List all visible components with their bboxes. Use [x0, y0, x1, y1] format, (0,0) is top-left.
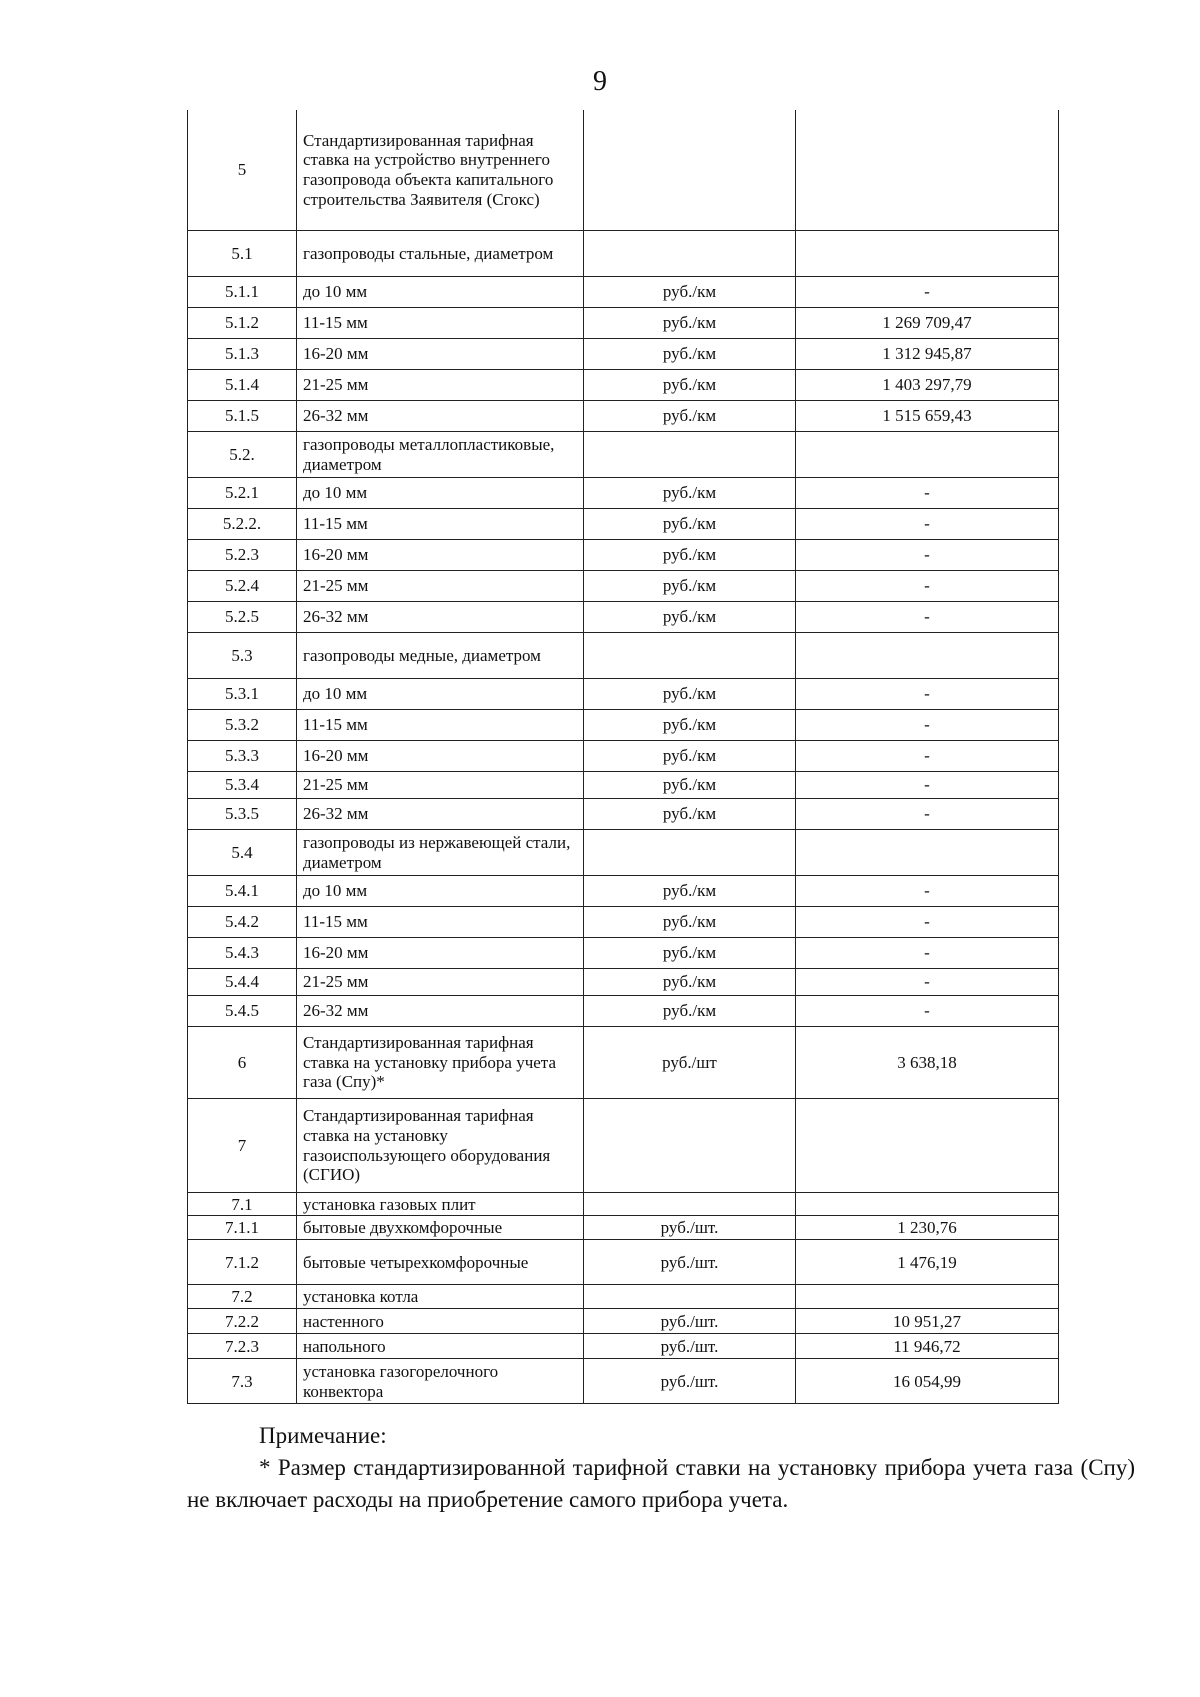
row-number: 7.3: [188, 1359, 297, 1404]
row-number: 5.2.3: [188, 539, 297, 570]
row-value: -: [796, 968, 1059, 995]
row-unit: руб./км: [584, 508, 796, 539]
row-unit: [584, 1192, 796, 1216]
row-number: 5.1.2: [188, 307, 297, 338]
row-number: 5.1: [188, 230, 297, 276]
row-number: 5.2.5: [188, 601, 297, 632]
row-value: 1 269 709,47: [796, 307, 1059, 338]
row-name: до 10 мм: [297, 477, 584, 508]
row-name: 11-15 мм: [297, 709, 584, 740]
row-name: 11-15 мм: [297, 906, 584, 937]
footnote-title: Примечание:: [259, 1423, 387, 1448]
row-value: [796, 632, 1059, 678]
row-value: -: [796, 709, 1059, 740]
row-name: бытовые четырехкомфорочные: [297, 1240, 584, 1285]
row-name: Стандартизированная тарифная ставка на установку прибора учета газа (Спу)*: [297, 1026, 584, 1098]
table-row: [188, 1216, 1059, 1240]
row-unit: [584, 1285, 796, 1309]
row-name: газопроводы стальные, диаметром: [297, 230, 584, 276]
table-row: [188, 1192, 1059, 1216]
row-unit: руб./км: [584, 771, 796, 798]
row-name: 26-32 мм: [297, 400, 584, 431]
row-unit: [584, 632, 796, 678]
row-value: [796, 1285, 1059, 1309]
table-row: [188, 1098, 1059, 1192]
table-row: [188, 678, 1059, 709]
row-unit: руб./км: [584, 369, 796, 400]
row-number: 7.1.1: [188, 1216, 297, 1240]
row-value: 3 638,18: [796, 1026, 1059, 1098]
row-name: 21-25 мм: [297, 968, 584, 995]
row-number: 5.4.4: [188, 968, 297, 995]
row-unit: руб./шт.: [584, 1240, 796, 1285]
row-unit: руб./км: [584, 937, 796, 968]
row-name: 11-15 мм: [297, 307, 584, 338]
row-number: 5.1.1: [188, 276, 297, 307]
table-row: [188, 798, 1059, 829]
row-name: установка котла: [297, 1285, 584, 1309]
row-name: 16-20 мм: [297, 740, 584, 771]
row-unit: руб./шт.: [584, 1359, 796, 1404]
tariff-table: [187, 110, 1059, 1404]
row-value: 1 312 945,87: [796, 338, 1059, 369]
row-unit: руб./км: [584, 570, 796, 601]
table-row: [188, 875, 1059, 906]
row-unit: руб./шт.: [584, 1216, 796, 1240]
table-row: [188, 1334, 1059, 1359]
row-value: -: [796, 477, 1059, 508]
row-unit: руб./км: [584, 798, 796, 829]
row-number: 5.2.2.: [188, 508, 297, 539]
row-name: 21-25 мм: [297, 771, 584, 798]
row-name: Стандартизированная тарифная ставка на установку газоиспользующего оборудования (СГИО): [297, 1098, 584, 1192]
row-number: 5.1.4: [188, 369, 297, 400]
row-value: -: [796, 906, 1059, 937]
row-value: -: [796, 937, 1059, 968]
row-name: 26-32 мм: [297, 601, 584, 632]
row-value: [796, 230, 1059, 276]
row-value: 11 946,72: [796, 1334, 1059, 1359]
row-number: 5.4.2: [188, 906, 297, 937]
row-name: настенного: [297, 1309, 584, 1334]
row-value: -: [796, 570, 1059, 601]
row-unit: руб./км: [584, 906, 796, 937]
row-name: газопроводы металлопластиковые, диаметром: [297, 431, 584, 477]
row-number: 5.4.1: [188, 875, 297, 906]
row-name: 21-25 мм: [297, 570, 584, 601]
row-number: 5: [188, 110, 297, 230]
row-name: установка газовых плит: [297, 1192, 584, 1216]
table-row: [188, 1240, 1059, 1285]
table-row: [188, 1309, 1059, 1334]
row-unit: руб./км: [584, 276, 796, 307]
row-number: 7.1: [188, 1192, 297, 1216]
row-name: 26-32 мм: [297, 798, 584, 829]
row-value: -: [796, 771, 1059, 798]
table-row: [188, 369, 1059, 400]
row-number: 6: [188, 1026, 297, 1098]
row-number: 7.1.2: [188, 1240, 297, 1285]
row-unit: [584, 431, 796, 477]
row-value: -: [796, 995, 1059, 1026]
row-name: Стандартизированная тарифная ставка на устройство внутреннего газопровода объекта капитального строительства Заявителя (Сгокс): [297, 110, 584, 230]
row-value: 16 054,99: [796, 1359, 1059, 1404]
table-row: [188, 601, 1059, 632]
row-number: 7.2.2: [188, 1309, 297, 1334]
row-value: 1 403 297,79: [796, 369, 1059, 400]
row-value: 10 951,27: [796, 1309, 1059, 1334]
row-value: [796, 110, 1059, 230]
row-value: -: [796, 601, 1059, 632]
row-value: -: [796, 539, 1059, 570]
row-value: -: [796, 276, 1059, 307]
row-value: [796, 1192, 1059, 1216]
footnote-text: * Размер стандартизированной тарифной ставки на установку прибора учета газа (Спу) не включает расходы на приобретение самого прибора учета.: [187, 1455, 1135, 1513]
table-row: [188, 1359, 1059, 1404]
table-row: [188, 968, 1059, 995]
table-row: [188, 539, 1059, 570]
row-unit: [584, 829, 796, 875]
row-value: -: [796, 798, 1059, 829]
table-row: [188, 740, 1059, 771]
row-number: 5.3.1: [188, 678, 297, 709]
row-number: 5.2.1: [188, 477, 297, 508]
row-number: 5.2.4: [188, 570, 297, 601]
row-value: [796, 1098, 1059, 1192]
tariff-table-body: [188, 110, 1059, 1404]
row-number: 5.3.5: [188, 798, 297, 829]
table-row: [188, 995, 1059, 1026]
table-row: [188, 477, 1059, 508]
row-unit: руб./км: [584, 875, 796, 906]
row-number: 5.4.5: [188, 995, 297, 1026]
row-unit: руб./шт.: [584, 1309, 796, 1334]
row-unit: руб./км: [584, 995, 796, 1026]
row-unit: руб./км: [584, 740, 796, 771]
table-row: [188, 276, 1059, 307]
row-number: 5.1.3: [188, 338, 297, 369]
table-row: [188, 230, 1059, 276]
table-row: [188, 906, 1059, 937]
table-row: [188, 1285, 1059, 1309]
row-value: -: [796, 740, 1059, 771]
row-name: 21-25 мм: [297, 369, 584, 400]
row-number: 5.4: [188, 829, 297, 875]
row-number: 5.3.3: [188, 740, 297, 771]
row-value: -: [796, 678, 1059, 709]
row-number: 5.3: [188, 632, 297, 678]
row-name: 16-20 мм: [297, 937, 584, 968]
row-name: бытовые двухкомфорочные: [297, 1216, 584, 1240]
table-row: [188, 338, 1059, 369]
row-number: 5.1.5: [188, 400, 297, 431]
row-unit: [584, 230, 796, 276]
row-number: 5.3.4: [188, 771, 297, 798]
row-number: 7.2: [188, 1285, 297, 1309]
page-number: 9: [593, 66, 607, 97]
table-row: [188, 829, 1059, 875]
row-name: 26-32 мм: [297, 995, 584, 1026]
row-unit: руб./км: [584, 400, 796, 431]
row-number: 7.2.3: [188, 1334, 297, 1359]
row-number: 5.2.: [188, 431, 297, 477]
table-row: [188, 709, 1059, 740]
row-unit: руб./км: [584, 968, 796, 995]
table-row: [188, 400, 1059, 431]
row-value: -: [796, 508, 1059, 539]
row-name: установка газогорелочного конвектора: [297, 1359, 584, 1404]
row-name: до 10 мм: [297, 276, 584, 307]
row-name: 16-20 мм: [297, 539, 584, 570]
row-unit: [584, 1098, 796, 1192]
table-row: [188, 632, 1059, 678]
row-value: 1 476,19: [796, 1240, 1059, 1285]
row-name: газопроводы из нержавеющей стали, диаметром: [297, 829, 584, 875]
table-row: [188, 570, 1059, 601]
row-value: -: [796, 875, 1059, 906]
row-value: [796, 829, 1059, 875]
row-unit: [584, 110, 796, 230]
row-unit: руб./км: [584, 678, 796, 709]
row-unit: руб./км: [584, 709, 796, 740]
row-number: 7: [188, 1098, 297, 1192]
row-unit: руб./км: [584, 477, 796, 508]
row-unit: руб./шт: [584, 1026, 796, 1098]
table-row: [188, 307, 1059, 338]
row-unit: руб./шт.: [584, 1334, 796, 1359]
row-value: 1 515 659,43: [796, 400, 1059, 431]
table-row: [188, 1026, 1059, 1098]
table-row: [188, 771, 1059, 798]
row-unit: руб./км: [584, 601, 796, 632]
row-name: напольного: [297, 1334, 584, 1359]
row-value: [796, 431, 1059, 477]
row-name: газопроводы медные, диаметром: [297, 632, 584, 678]
table-row: [188, 110, 1059, 230]
row-value: 1 230,76: [796, 1216, 1059, 1240]
row-number: 5.3.2: [188, 709, 297, 740]
row-name: до 10 мм: [297, 875, 584, 906]
row-unit: руб./км: [584, 338, 796, 369]
table-row: [188, 431, 1059, 477]
table-row: [188, 508, 1059, 539]
row-name: до 10 мм: [297, 678, 584, 709]
footnote: [187, 1420, 1135, 1517]
row-name: 11-15 мм: [297, 508, 584, 539]
row-unit: руб./км: [584, 539, 796, 570]
table-row: [188, 937, 1059, 968]
row-unit: руб./км: [584, 307, 796, 338]
row-number: 5.4.3: [188, 937, 297, 968]
row-name: 16-20 мм: [297, 338, 584, 369]
